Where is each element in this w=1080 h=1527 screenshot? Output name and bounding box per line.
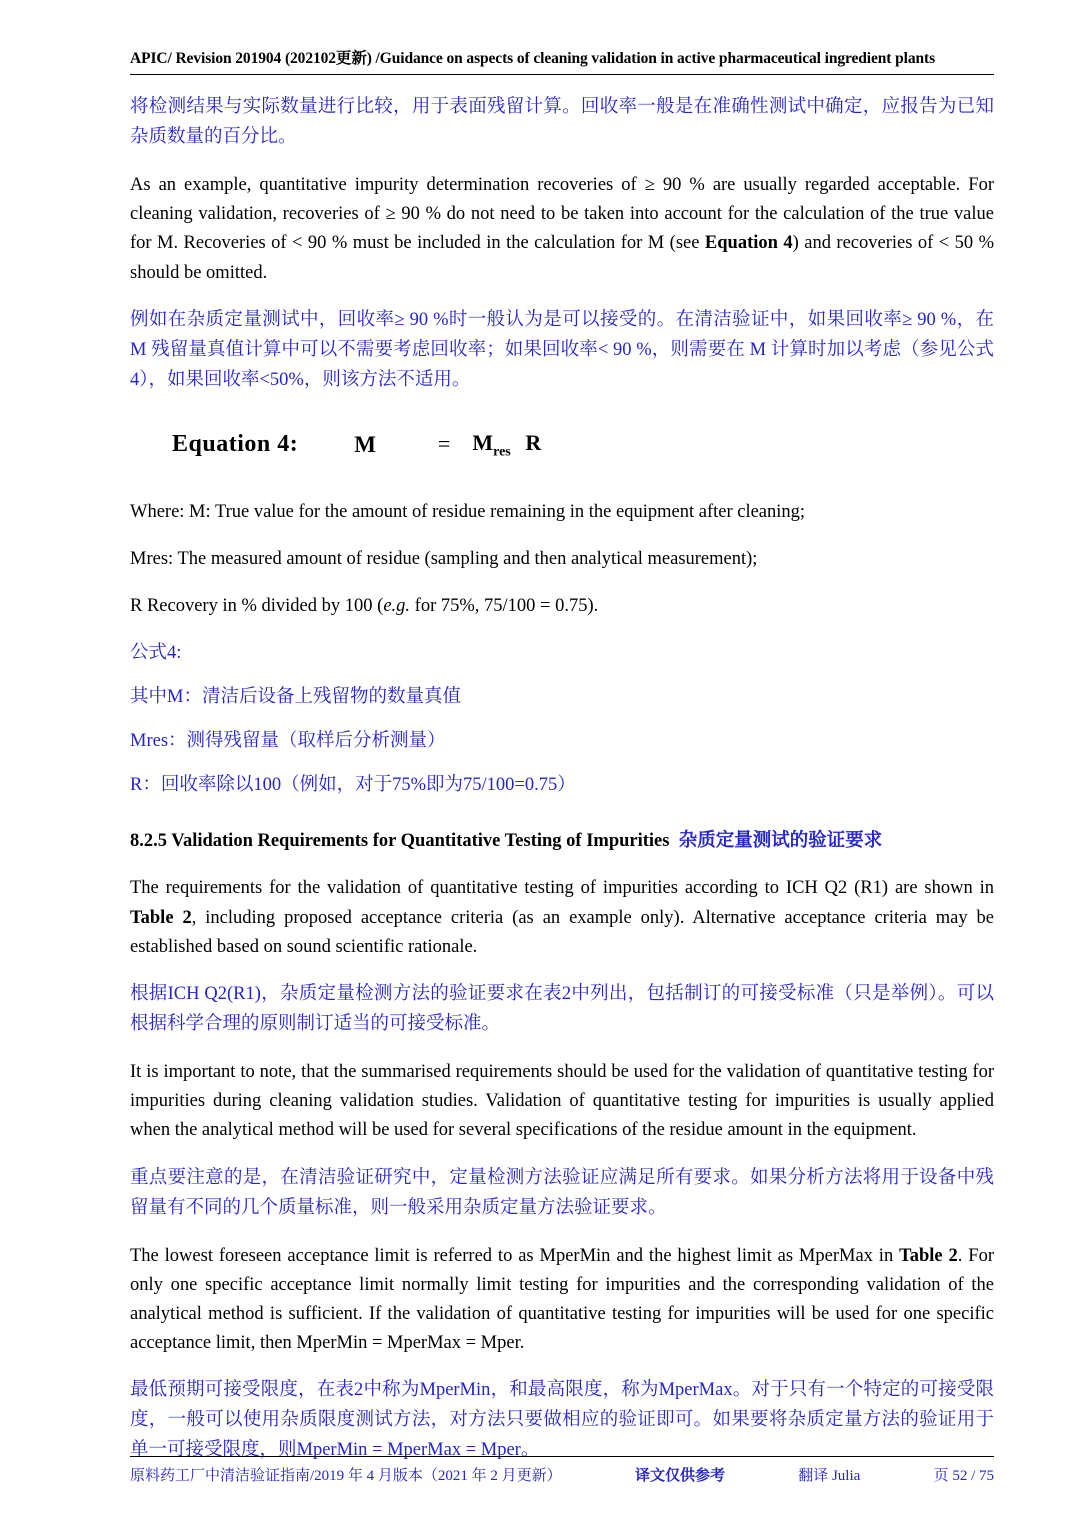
paragraph-en-example-recovery — [130, 171, 994, 288]
paragraph-cn-mpermin-mpermax: 最低预期可接受限度，在表2中称为MperMin，和最高限度，称为MperMax。对于只有一个特定的可接受限度，一般可以使用杂质限度测试方法，对方法只要做相应的验证即可。如果要将杂质定量方法的验证用于单一可接受限度，则MperMin = MperMax = Mper。 — [130, 1380, 994, 1461]
paragraph-cn-table2-intro: 根据ICH Q2(R1)，杂质定量检测方法的验证要求在表2中列出，包括制订的可接受标准（只是举例）。可以根据科学合理的原则制订适当的可接受标准。 — [130, 984, 994, 1034]
numerator-symbol: M — [472, 429, 494, 455]
text-part-a: The requirements for the validation of quantitative testing of impurities according to ICH Q2 (R1) are shown in — [130, 878, 994, 899]
equation-label: Equation 4: — [172, 430, 299, 457]
text-part-b: , including proposed acceptance criteria (as an example only). Alternative acceptance criteria may be established based on sound scientific rationale. — [130, 907, 994, 957]
paragraph-cn-important-note: 重点要注意的是，在清洁验证研究中，定量检测方法验证应满足所有要求。如果分析方法将用于设备中残留量有不同的几个质量标准，则一般采用杂质定量方法验证要求。 — [130, 1167, 994, 1218]
equation-fraction — [462, 426, 541, 464]
definition-r-part-b: for 75%, 75/100 = 0.75). — [410, 596, 599, 617]
section-heading-en: 8.2.5 Validation Requirements for Quantitative Testing of Impurities — [130, 831, 670, 852]
paragraph-cn-example-recovery: 例如在杂质定量测试中，回收率≥ 90 %时一般认为是可以接受的。在清洁验证中，如果回收率≥ 90 %，在 M 残留量真值计算中可以不需要考虑回收率；如果回收率< 90 %，则需要在 M 计算时加以考虑（参见公式 4），如果回收率<50%，则该方法不适用。 — [130, 309, 994, 390]
cn-definition-r: R：回收率除以100（例如，对于75%即为75/100=0.75） — [130, 775, 576, 796]
definition-mres: Mres: The measured amount of residue (sampling and then analytical measurement); — [130, 548, 758, 569]
footer-translator: 翻译 Julia — [798, 1468, 861, 1484]
footer-disclaimer: 译文仅供参考 — [634, 1468, 725, 1484]
text-part-a: The lowest foreseen acceptance limit is referred to as MperMin and the highest limit as MperMax in — [130, 1245, 900, 1266]
equation-4-block — [130, 426, 994, 464]
page-header: APIC/ Revision 201904 (202102更新) /Guidance on aspects of cleaning validation in active pharmaceutical ingredient plants — [130, 46, 994, 75]
paragraph-en-mpermin-mpermax — [130, 1242, 994, 1359]
numerator-subscript: res — [493, 444, 511, 460]
definition-r — [130, 592, 994, 621]
cn-definition-m: 其中M：清洁后设备上残留物的数量真值 — [130, 687, 461, 708]
page-footer — [130, 1456, 994, 1485]
text-part-b: ) and recoveries of < 50 % should be omitted. — [130, 233, 994, 283]
equation-lhs: M — [354, 431, 376, 457]
section-heading-cn: 杂质定量测试的验证要求 — [678, 831, 883, 852]
paragraph-en-important-note: It is important to note, that the summarised requirements should be used for the validation of quantitative testing for impurities during cleaning validation studies. Validation of quantitative testing for impurities is usually applied when the analytical method will be used for several specifications of the residue amount in the equipment. — [130, 1061, 994, 1141]
equation-denominator: R — [525, 429, 542, 455]
paragraph-cn-recovery-intro: 将检测结果与实际数量进行比较，用于表面残留计算。回收率一般是在准确性测试中确定，应报告为已知杂质数量的百分比。 — [130, 97, 994, 147]
section-heading-8-2-5 — [130, 827, 994, 856]
definition-r-part-a: R Recovery in % divided by 100 ( — [130, 596, 384, 617]
equation-equals-sign: = — [437, 431, 451, 457]
table-2-reference-2: Table 2 — [899, 1245, 958, 1266]
paragraph-en-table2-intro — [130, 874, 994, 962]
text-part-a: As an example, quantitative impurity determination recoveries of ≥ 90 % are usually regarded acceptable. For cleaning validation, recoveries of ≥ 90 % do not need to be taken into account for the calculation of the true value for M. Recoveries of < 90 % must be included in the calculation for M (see — [130, 174, 994, 254]
text-part-b: . For only one specific acceptance limit normally limit testing for impurities and the corresponding validation of the analytical method is sufficient. If the validation of quantitative testing for impurities will be used for one specific acceptance limit, then MperMin = MperMax = Mper. — [130, 1245, 995, 1354]
definition-r-italic: e.g. — [383, 596, 411, 617]
cn-definition-mres: Mres：测得残留量（取样后分析测量） — [130, 731, 446, 752]
equation-4-reference: Equation 4 — [704, 233, 793, 254]
footer-page-number: 页 52 / 75 — [933, 1468, 994, 1484]
definition-m: Where: M: True value for the amount of residue remaining in the equipment after cleaning; — [130, 501, 806, 522]
cn-equation-title: 公式4: — [130, 643, 182, 664]
equation-numerator — [462, 429, 520, 460]
document-body — [130, 93, 994, 1466]
table-2-reference: Table 2 — [130, 907, 192, 928]
footer-document-title: 原料药工厂中清洁验证指南/2019 年 4 月版本（2021 年 2 月更新） — [130, 1468, 562, 1484]
